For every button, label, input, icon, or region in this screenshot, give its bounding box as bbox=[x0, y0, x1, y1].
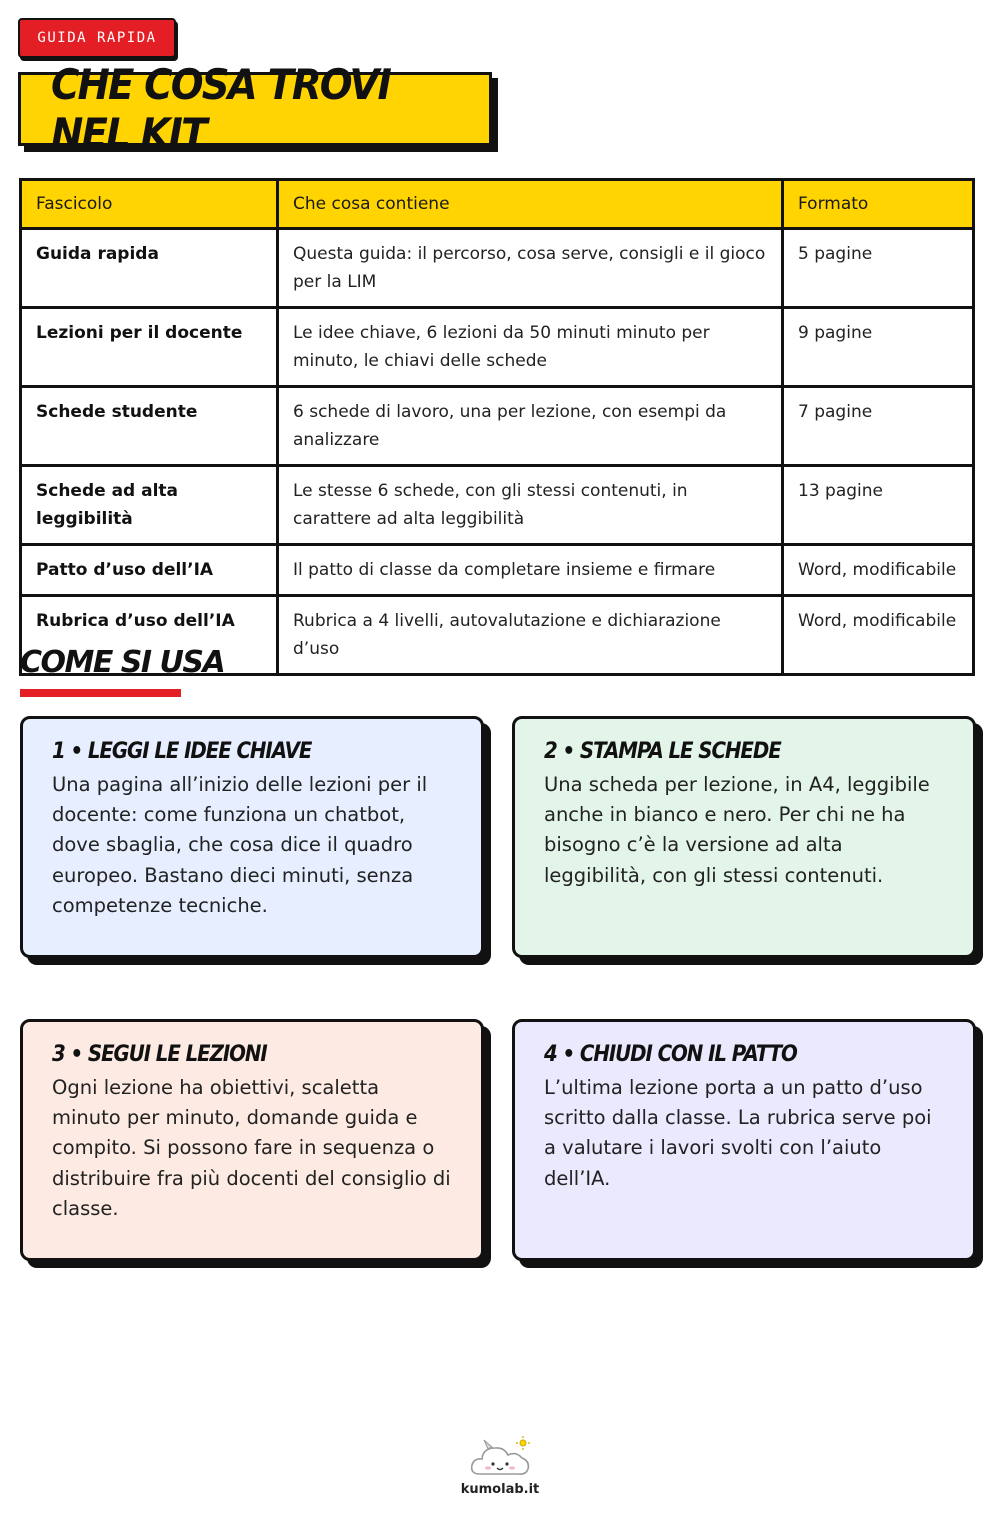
column-header-contenuto: Che cosa contiene bbox=[278, 180, 783, 229]
table-row bbox=[21, 387, 974, 466]
step-card-text: Ogni lezione ha obiettivi, scaletta minuto per minuto, domande guida e compito. Si possono fare in sequenza o distribuire fra più docenti del consiglio di classe. bbox=[52, 1076, 451, 1220]
row-fascicolo: Rubrica d’uso dell’IA bbox=[21, 596, 278, 675]
step-card-text: Una scheda per lezione, in A4, leggibile anche in bianco e nero. Per chi ne ha bisogno c’è la versione ad alta leggibilità, con gli stessi contenuti. bbox=[544, 773, 930, 887]
guide-badge: GUIDA RAPIDA bbox=[18, 18, 176, 58]
step-card-title: 2 • STAMPA LE SCHEDE bbox=[544, 739, 781, 764]
step-card-3 bbox=[20, 1019, 484, 1261]
row-fascicolo: Schede studente bbox=[21, 387, 278, 466]
step-card-title: 1 • LEGGI LE IDEE CHIAVE bbox=[52, 739, 312, 764]
table-header-row bbox=[21, 180, 974, 229]
row-contenuto: Rubrica a 4 livelli, autovalutazione e dichiarazione d’uso bbox=[278, 596, 783, 675]
column-header-formato: Formato bbox=[783, 180, 974, 229]
row-contenuto: 6 schede di lavoro, una per lezione, con esempi da analizzare bbox=[278, 387, 783, 466]
step-card-4 bbox=[512, 1019, 976, 1261]
kit-contents-table bbox=[19, 178, 975, 676]
table-row bbox=[21, 466, 974, 545]
row-fascicolo: Guida rapida bbox=[21, 229, 278, 308]
step-card-text: Una pagina all’inizio delle lezioni per il docente: come funziona un chatbot, dove sbaglia, che cosa dice il quadro europeo. Bastano dieci minuti, senza competenze tecniche. bbox=[52, 773, 428, 917]
cloud-mascot-icon bbox=[466, 1434, 534, 1482]
column-header-fascicolo: Fascicolo bbox=[21, 180, 278, 229]
row-formato: Word, modificabile bbox=[783, 545, 974, 596]
row-formato: 9 pagine bbox=[783, 308, 974, 387]
step-card-title: 4 • CHIUDI CON IL PATTO bbox=[544, 1042, 797, 1067]
step-card-2 bbox=[512, 716, 976, 958]
title-banner bbox=[18, 60, 492, 158]
row-contenuto: Questa guida: il percorso, cosa serve, consigli e il gioco per la LIM bbox=[278, 229, 783, 308]
row-fascicolo: Patto d’uso dell’IA bbox=[21, 545, 278, 596]
row-fascicolo: Schede ad alta leggibilità bbox=[21, 466, 278, 545]
step-card-title: 3 • SEGUI LE LEZIONI bbox=[52, 1042, 267, 1067]
row-formato: 13 pagine bbox=[783, 466, 974, 545]
row-formato: 7 pagine bbox=[783, 387, 974, 466]
step-card-text: L’ultima lezione porta a un patto d’uso scritto dalla classe. La rubrica serve poi a valutare i lavori svolti con l’aiuto dell’IA. bbox=[544, 1076, 932, 1190]
table-row bbox=[21, 545, 974, 596]
page-title: CHE COSA TROVI NEL KIT bbox=[51, 60, 391, 158]
table-row bbox=[21, 229, 974, 308]
table-row bbox=[21, 308, 974, 387]
row-contenuto: Le stesse 6 schede, con gli stessi contenuti, in carattere ad alta leggibilità bbox=[278, 466, 783, 545]
row-fascicolo: Lezioni per il docente bbox=[21, 308, 278, 387]
step-card-1 bbox=[20, 716, 484, 958]
section-title: COME SI USA bbox=[20, 645, 225, 680]
section-underline bbox=[20, 689, 181, 697]
row-formato: 5 pagine bbox=[783, 229, 974, 308]
footer-site: kumolab.it bbox=[460, 1482, 540, 1497]
row-contenuto: Il patto di classe da completare insieme e firmare bbox=[278, 545, 783, 596]
row-formato: Word, modificabile bbox=[783, 596, 974, 675]
row-contenuto: Le idee chiave, 6 lezioni da 50 minuti minuto per minuto, le chiavi delle schede bbox=[278, 308, 783, 387]
